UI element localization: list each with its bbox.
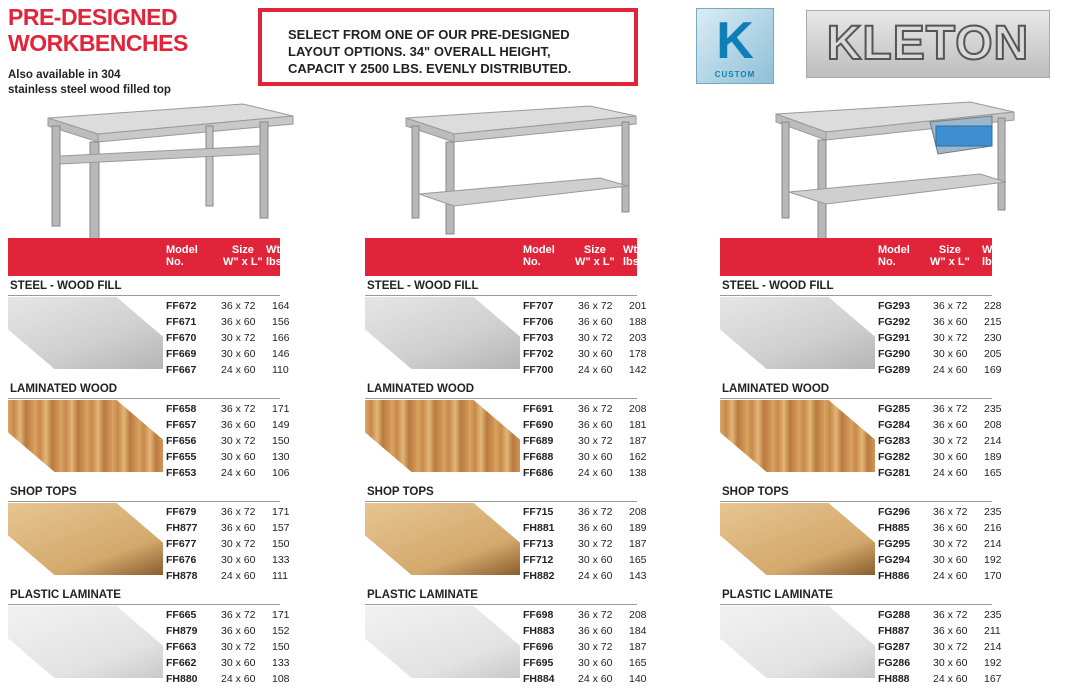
divider bbox=[8, 604, 280, 605]
top-swatch bbox=[365, 503, 520, 575]
size: 36 x 72 bbox=[221, 506, 256, 518]
notice-box bbox=[258, 8, 638, 86]
model-number: FF676 bbox=[166, 554, 197, 566]
size: 36 x 60 bbox=[578, 419, 613, 431]
size: 24 x 60 bbox=[933, 673, 968, 685]
divider bbox=[365, 295, 637, 296]
table-header bbox=[365, 238, 642, 276]
divider bbox=[720, 295, 992, 296]
header-model: Model No. bbox=[523, 244, 555, 268]
model-number: FG287 bbox=[878, 641, 911, 653]
header-model: Model No. bbox=[878, 244, 910, 268]
notice-line-1: SELECT FROM ONE OF OUR PRE-DESIGNED bbox=[288, 27, 570, 42]
size: 36 x 60 bbox=[221, 522, 256, 534]
notice-line-3: CAPACIT Y 2500 LBS. EVENLY DISTRIBUTED. bbox=[288, 61, 572, 76]
weight: 201 bbox=[629, 300, 647, 312]
size: 30 x 72 bbox=[578, 641, 613, 653]
size: 30 x 72 bbox=[221, 538, 256, 550]
model-number: FG295 bbox=[878, 538, 911, 550]
weight: 140 bbox=[629, 673, 647, 685]
weight: 150 bbox=[272, 641, 290, 653]
size: 30 x 60 bbox=[578, 451, 613, 463]
top-swatch bbox=[8, 606, 163, 678]
divider bbox=[8, 295, 280, 296]
size: 36 x 72 bbox=[578, 300, 613, 312]
model-number: FF712 bbox=[523, 554, 554, 566]
size: 36 x 72 bbox=[578, 403, 613, 415]
size: 36 x 60 bbox=[578, 625, 613, 637]
model-number: FF695 bbox=[523, 657, 554, 669]
model-number: FG293 bbox=[878, 300, 911, 312]
weight: 235 bbox=[984, 609, 1002, 621]
section-title: SHOP TOPS bbox=[367, 486, 434, 498]
model-number: FH883 bbox=[523, 625, 555, 637]
size: 24 x 60 bbox=[221, 467, 256, 479]
divider bbox=[8, 398, 280, 399]
weight: 189 bbox=[984, 451, 1002, 463]
kleton-logo bbox=[806, 10, 1050, 78]
model-number: FH884 bbox=[523, 673, 555, 685]
size: 24 x 60 bbox=[221, 364, 256, 376]
divider bbox=[365, 604, 637, 605]
weight: 157 bbox=[272, 522, 290, 534]
size: 36 x 60 bbox=[221, 316, 256, 328]
model-number: FF690 bbox=[523, 419, 554, 431]
model-number: FH881 bbox=[523, 522, 555, 534]
weight: 192 bbox=[984, 554, 1002, 566]
weight: 203 bbox=[629, 332, 647, 344]
weight: 208 bbox=[629, 609, 647, 621]
size: 30 x 60 bbox=[221, 554, 256, 566]
size: 36 x 60 bbox=[933, 419, 968, 431]
size: 36 x 60 bbox=[578, 522, 613, 534]
top-swatch bbox=[720, 606, 875, 678]
model-number: FH882 bbox=[523, 570, 555, 582]
size: 36 x 72 bbox=[221, 403, 256, 415]
weight: 208 bbox=[629, 506, 647, 518]
size: 36 x 72 bbox=[933, 506, 968, 518]
model-number: FH878 bbox=[166, 570, 198, 582]
weight: 230 bbox=[984, 332, 1002, 344]
model-number: FF657 bbox=[166, 419, 197, 431]
size: 36 x 72 bbox=[933, 403, 968, 415]
model-number: FH888 bbox=[878, 673, 910, 685]
weight: 208 bbox=[984, 419, 1002, 431]
model-number: FF698 bbox=[523, 609, 554, 621]
header-size: Size W" x L" bbox=[930, 244, 970, 268]
section-title: SHOP TOPS bbox=[722, 486, 789, 498]
weight: 130 bbox=[272, 451, 290, 463]
size: 36 x 60 bbox=[933, 522, 968, 534]
size: 30 x 72 bbox=[933, 332, 968, 344]
top-swatch bbox=[720, 503, 875, 575]
size: 30 x 60 bbox=[933, 554, 968, 566]
divider bbox=[8, 501, 280, 502]
top-swatch bbox=[365, 297, 520, 369]
size: 24 x 60 bbox=[221, 570, 256, 582]
model-number: FH877 bbox=[166, 522, 198, 534]
size: 36 x 60 bbox=[578, 316, 613, 328]
model-number: FH886 bbox=[878, 570, 910, 582]
top-swatch bbox=[365, 400, 520, 472]
size: 24 x 60 bbox=[578, 673, 613, 685]
weight: 188 bbox=[629, 316, 647, 328]
model-number: FF686 bbox=[523, 467, 554, 479]
model-number: FF671 bbox=[166, 316, 197, 328]
size: 30 x 72 bbox=[578, 538, 613, 550]
size: 30 x 60 bbox=[933, 348, 968, 360]
size: 30 x 72 bbox=[221, 332, 256, 344]
model-number: FF702 bbox=[523, 348, 554, 360]
model-number: FG291 bbox=[878, 332, 911, 344]
size: 24 x 60 bbox=[933, 570, 968, 582]
weight: 187 bbox=[629, 641, 647, 653]
model-number: FF655 bbox=[166, 451, 197, 463]
size: 30 x 72 bbox=[578, 332, 613, 344]
model-number: FF677 bbox=[166, 538, 197, 550]
model-number: FF656 bbox=[166, 435, 197, 447]
size: 24 x 60 bbox=[221, 673, 256, 685]
weight: 152 bbox=[272, 625, 290, 637]
weight: 184 bbox=[629, 625, 647, 637]
model-number: FG285 bbox=[878, 403, 911, 415]
section-title: LAMINATED WOOD bbox=[10, 383, 118, 395]
size: 36 x 72 bbox=[578, 506, 613, 518]
top-swatch bbox=[720, 400, 875, 472]
top-swatch bbox=[365, 606, 520, 678]
subtitle bbox=[8, 68, 208, 98]
top-swatch bbox=[8, 400, 163, 472]
weight: 138 bbox=[629, 467, 647, 479]
model-number: FF700 bbox=[523, 364, 554, 376]
size: 30 x 60 bbox=[578, 348, 613, 360]
size: 24 x 60 bbox=[933, 364, 968, 376]
model-number: FG286 bbox=[878, 657, 911, 669]
table-header bbox=[720, 238, 1001, 276]
section-title: PLASTIC LAMINATE bbox=[367, 589, 478, 601]
top-swatch bbox=[8, 297, 163, 369]
model-number: FF653 bbox=[166, 467, 197, 479]
weight: 162 bbox=[629, 451, 647, 463]
size: 30 x 60 bbox=[578, 657, 613, 669]
size: 36 x 60 bbox=[933, 316, 968, 328]
weight: 187 bbox=[629, 538, 647, 550]
weight: 208 bbox=[629, 403, 647, 415]
model-number: FF696 bbox=[523, 641, 554, 653]
model-number: FF670 bbox=[166, 332, 197, 344]
weight: 181 bbox=[629, 419, 647, 431]
weight: 165 bbox=[984, 467, 1002, 479]
divider bbox=[720, 398, 992, 399]
weight: 108 bbox=[272, 673, 290, 685]
size: 30 x 72 bbox=[933, 641, 968, 653]
model-number: FG290 bbox=[878, 348, 911, 360]
section-title: STEEL - WOOD FILL bbox=[10, 280, 122, 292]
model-number: FG292 bbox=[878, 316, 911, 328]
weight: 211 bbox=[984, 625, 1001, 637]
weight: 215 bbox=[984, 316, 1002, 328]
divider bbox=[720, 501, 992, 502]
header-weight: Wt. lbs. bbox=[982, 244, 1001, 268]
size: 36 x 60 bbox=[221, 419, 256, 431]
weight: 214 bbox=[984, 538, 1002, 550]
size: 24 x 60 bbox=[578, 570, 613, 582]
divider bbox=[365, 501, 637, 502]
kleton-logo-text: KLETON bbox=[826, 17, 1030, 70]
bench-image-shelf bbox=[400, 98, 640, 238]
weight: 214 bbox=[984, 641, 1002, 653]
weight: 235 bbox=[984, 506, 1002, 518]
top-swatch bbox=[720, 297, 875, 369]
model-number: FF691 bbox=[523, 403, 554, 415]
header-size: Size W" x L" bbox=[223, 244, 263, 268]
section-title: LAMINATED WOOD bbox=[367, 383, 475, 395]
model-number: FG281 bbox=[878, 467, 911, 479]
model-number: FG282 bbox=[878, 451, 911, 463]
table-header bbox=[8, 238, 285, 276]
model-number: FH879 bbox=[166, 625, 198, 637]
model-number: FG284 bbox=[878, 419, 911, 431]
model-number: FH880 bbox=[166, 673, 198, 685]
model-number: FF688 bbox=[523, 451, 554, 463]
header-model: Model No. bbox=[166, 244, 198, 268]
title-line-1: PRE-DESIGNED bbox=[8, 4, 178, 30]
weight: 156 bbox=[272, 316, 290, 328]
title-line-2: WORKBENCHES bbox=[8, 30, 188, 56]
weight: 133 bbox=[272, 554, 290, 566]
weight: 165 bbox=[629, 657, 647, 669]
section-title: LAMINATED WOOD bbox=[722, 383, 830, 395]
weight: 150 bbox=[272, 538, 290, 550]
weight: 143 bbox=[629, 570, 647, 582]
weight: 187 bbox=[629, 435, 647, 447]
weight: 164 bbox=[272, 300, 290, 312]
weight: 111 bbox=[272, 570, 288, 582]
header-weight: Wt. lbs. bbox=[623, 244, 642, 268]
size: 36 x 72 bbox=[933, 300, 968, 312]
model-number: FF663 bbox=[166, 641, 197, 653]
weight: 165 bbox=[629, 554, 647, 566]
size: 36 x 72 bbox=[578, 609, 613, 621]
weight: 167 bbox=[984, 673, 1002, 685]
size: 30 x 60 bbox=[221, 451, 256, 463]
model-number: FF706 bbox=[523, 316, 554, 328]
section-title: STEEL - WOOD FILL bbox=[722, 280, 834, 292]
size: 30 x 72 bbox=[933, 435, 968, 447]
weight: 214 bbox=[984, 435, 1002, 447]
weight: 110 bbox=[272, 364, 289, 376]
k-custom-logo bbox=[696, 8, 774, 84]
model-number: FF713 bbox=[523, 538, 554, 550]
size: 24 x 60 bbox=[578, 364, 613, 376]
divider bbox=[720, 604, 992, 605]
size: 24 x 60 bbox=[933, 467, 968, 479]
size: 30 x 72 bbox=[221, 435, 256, 447]
model-number: FH887 bbox=[878, 625, 910, 637]
weight: 205 bbox=[984, 348, 1002, 360]
size: 36 x 60 bbox=[933, 625, 968, 637]
size: 24 x 60 bbox=[578, 467, 613, 479]
model-number: FF679 bbox=[166, 506, 197, 518]
weight: 171 bbox=[272, 403, 290, 415]
size: 30 x 72 bbox=[221, 641, 256, 653]
weight: 216 bbox=[984, 522, 1002, 534]
section-title: SHOP TOPS bbox=[10, 486, 77, 498]
page-title bbox=[8, 4, 188, 56]
divider bbox=[365, 398, 637, 399]
model-number: FF665 bbox=[166, 609, 197, 621]
model-number: FF715 bbox=[523, 506, 554, 518]
weight: 192 bbox=[984, 657, 1002, 669]
weight: 235 bbox=[984, 403, 1002, 415]
model-number: FF707 bbox=[523, 300, 554, 312]
model-number: FF669 bbox=[166, 348, 197, 360]
size: 30 x 72 bbox=[578, 435, 613, 447]
size: 36 x 60 bbox=[221, 625, 256, 637]
model-number: FH885 bbox=[878, 522, 910, 534]
k-logo-letter: K bbox=[716, 12, 754, 70]
model-number: FG288 bbox=[878, 609, 911, 621]
weight: 142 bbox=[629, 364, 647, 376]
weight: 171 bbox=[272, 506, 290, 518]
section-title: STEEL - WOOD FILL bbox=[367, 280, 479, 292]
header-weight: Wt. lbs. bbox=[266, 244, 285, 268]
weight: 189 bbox=[629, 522, 647, 534]
weight: 106 bbox=[272, 467, 290, 479]
model-number: FF672 bbox=[166, 300, 197, 312]
weight: 146 bbox=[272, 348, 290, 360]
weight: 170 bbox=[984, 570, 1002, 582]
section-title: PLASTIC LAMINATE bbox=[722, 589, 833, 601]
k-logo-sub: CUSTOM bbox=[714, 70, 756, 79]
size: 36 x 72 bbox=[933, 609, 968, 621]
weight: 228 bbox=[984, 300, 1002, 312]
top-swatch bbox=[8, 503, 163, 575]
size: 36 x 72 bbox=[221, 300, 256, 312]
model-number: FF703 bbox=[523, 332, 554, 344]
section-title: PLASTIC LAMINATE bbox=[10, 589, 121, 601]
weight: 178 bbox=[629, 348, 647, 360]
subtitle-line-1: Also available in 304 bbox=[8, 69, 121, 81]
size: 30 x 72 bbox=[933, 538, 968, 550]
model-number: FF658 bbox=[166, 403, 197, 415]
size: 36 x 72 bbox=[221, 609, 256, 621]
weight: 166 bbox=[272, 332, 290, 344]
size: 30 x 60 bbox=[221, 348, 256, 360]
weight: 133 bbox=[272, 657, 290, 669]
model-number: FG296 bbox=[878, 506, 911, 518]
weight: 150 bbox=[272, 435, 290, 447]
model-number: FG283 bbox=[878, 435, 911, 447]
subtitle-line-2: stainless steel wood filled top bbox=[8, 84, 171, 96]
header-size: Size W" x L" bbox=[575, 244, 615, 268]
size: 30 x 60 bbox=[221, 657, 256, 669]
size: 30 x 60 bbox=[933, 451, 968, 463]
model-number: FG294 bbox=[878, 554, 911, 566]
weight: 149 bbox=[272, 419, 290, 431]
model-number: FF667 bbox=[166, 364, 197, 376]
model-number: FG289 bbox=[878, 364, 911, 376]
model-number: FF662 bbox=[166, 657, 197, 669]
bench-image-drawer bbox=[770, 96, 1020, 246]
notice-line-2: LAYOUT OPTIONS. 34" OVERALL HEIGHT, bbox=[288, 44, 551, 59]
weight: 169 bbox=[984, 364, 1002, 376]
size: 30 x 60 bbox=[933, 657, 968, 669]
size: 30 x 60 bbox=[578, 554, 613, 566]
weight: 171 bbox=[272, 609, 290, 621]
model-number: FF689 bbox=[523, 435, 554, 447]
